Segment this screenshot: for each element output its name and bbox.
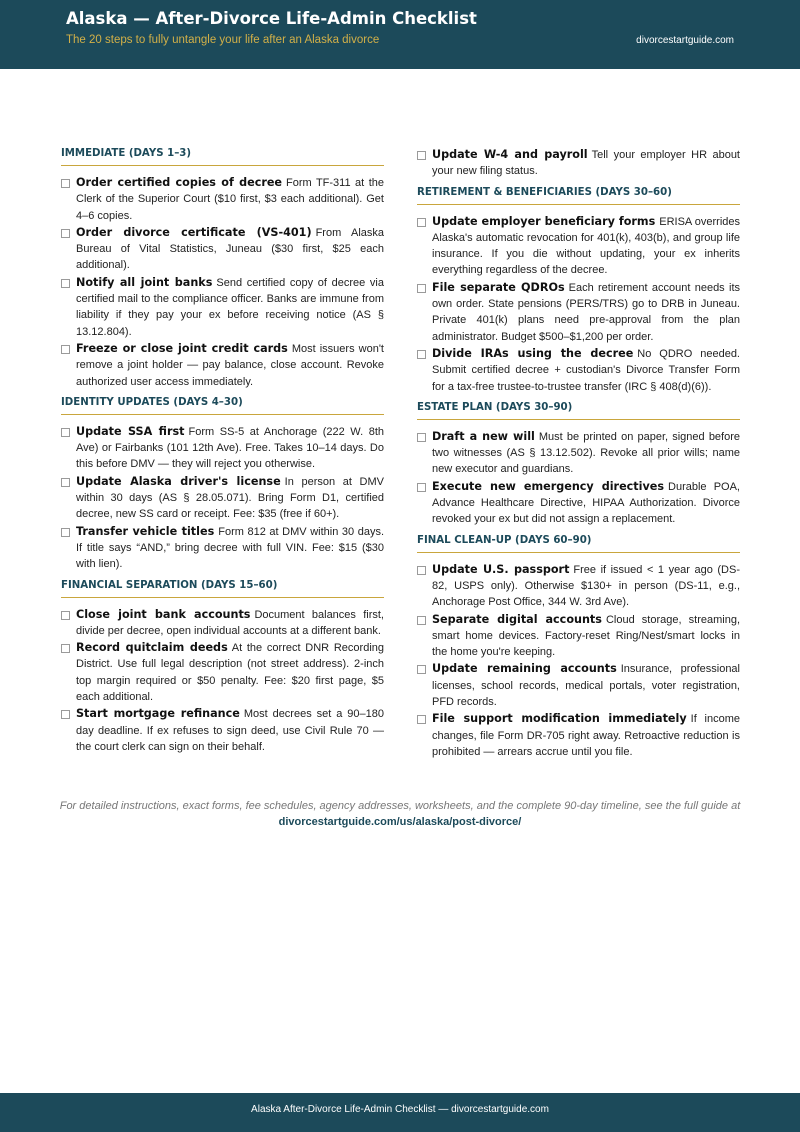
checkbox[interactable] (61, 478, 70, 487)
checklist-item-title: Update SSA first (76, 424, 185, 438)
checklist-item (61, 706, 384, 755)
checklist-item (61, 275, 384, 340)
checkbox[interactable] (417, 483, 426, 492)
footer-bar: Alaska After-Divorce Life-Admin Checklist — divorcestartguide.com (0, 1093, 800, 1132)
checklist-item (417, 479, 740, 528)
checklist-item-body: Cloud storage, streaming, smart home devices. Factory-reset Ring/Nest/smart locks in the home you're keeping. (432, 613, 740, 659)
checkbox[interactable] (61, 229, 70, 238)
checkbox[interactable] (61, 428, 70, 437)
checklist-item-title: Execute new emergency directives (432, 479, 665, 493)
checkbox[interactable] (417, 350, 426, 359)
checklist-item-body: Tell your employer HR about your new filing status. (432, 149, 740, 178)
header-site: divorcestartguide.com (636, 35, 734, 46)
checklist-item (417, 429, 740, 478)
checklist-item-body: In person at DMV within 30 days (AS § 28.05.071). Bring Form D1, certified decree, new SS card or receipt. Fee: $35 (free if 60+). (76, 475, 385, 521)
checkbox[interactable] (417, 151, 426, 160)
checklist-item-title: Update Alaska driver's license (76, 474, 281, 488)
checklist-item (61, 640, 384, 705)
checklist-item-body: At the correct DNR Recording District. Use full legal description (not street address). 2-inch top margin required or $50 penalty. Fee: $20 first page, $5 each additional. (76, 642, 384, 704)
checklist-item-body: Durable POA, Advance Healthcare Directive, HIPAA Authorization. Divorce revoked your ex but did not assign a replacement. (432, 480, 740, 526)
checklist-item-body: Form 812 at DMV within 30 days. If title says “AND,” bring decree with full VIN. Fee: $15 ($30 with lien). (76, 525, 384, 571)
checkbox[interactable] (417, 715, 426, 724)
checklist-item-title: Separate digital accounts (432, 612, 602, 626)
checkbox[interactable] (61, 345, 70, 354)
checklist-item-title: Divide IRAs using the decree (432, 346, 634, 360)
checklist-item-title: Update U.S. passport (432, 562, 570, 576)
page-header (0, 0, 800, 69)
checklist-item (61, 341, 384, 390)
checklist-item-title: Order divorce certificate (VS-401) (76, 225, 312, 239)
checklist-item-title: Update W-4 and payroll (432, 148, 588, 161)
checklist-item-title: Record quitclaim deeds (76, 641, 228, 655)
checkbox[interactable] (417, 284, 426, 293)
checklist-item-body: Must be printed on paper, signed before two witnesses (AS § 13.12.502). Revoke all prior wills; name new executor and guardians. (432, 430, 741, 476)
section-heading: FINAL CLEAN-UP (DAYS 60–90) (417, 534, 740, 553)
checklist-item-title: Notify all joint banks (76, 275, 213, 289)
checklist-item-body: Each retirement account needs its own order. State pensions (PERS/TRS) go to DRB in Juneau. Private 401(k) plans need pre-approval from the plan administrator. Budget $500–$1,200 per order. (432, 281, 741, 343)
checkbox[interactable] (61, 710, 70, 719)
checklist-item-body: Free if issued < 1 year ago (DS-82, USPS only). Otherwise $130+ in person (DS-11, e.g., Anchorage Post Office, 344 W. 3rd Ave). (432, 563, 740, 609)
checklist-item-body: No QDRO needed. Submit certified decree + custodian's Divorce Transfer Form for a tax-free trustee-to-trustee transfer (IRC § 408(d)(6)). (432, 347, 740, 393)
checkbox[interactable] (61, 279, 70, 288)
checklist-item-title: Start mortgage refinance (76, 707, 240, 721)
checklist-item (61, 424, 384, 473)
checklist-item-body: Most issuers won't remove a joint holder — pay balance, close account. Revoke authorized user access immediately. (76, 342, 384, 388)
checklist-item (417, 562, 740, 611)
checkbox[interactable] (417, 433, 426, 442)
checklist-item (417, 147, 740, 180)
checklist-item (417, 711, 740, 760)
checklist-item-body: Insurance, professional licenses, school records, medical portals, voter registration, PFD records. (432, 663, 740, 709)
checklist-item (61, 175, 384, 224)
checklist-item-title: Update remaining accounts (432, 662, 617, 676)
footer-note-text: For detailed instructions, exact forms, fee schedules, agency addresses, worksheets, and the complete 90-day timeline, see the full guide at (59, 800, 741, 812)
checklist-item (61, 607, 384, 640)
checklist-item-title: Close joint bank accounts (76, 607, 251, 621)
checklist-item (417, 214, 740, 279)
checklist-item-title: Order certified copies of decree (76, 176, 283, 189)
checklist-item-body: Form SS-5 at Anchorage (222 W. 8th Ave) or Fairbanks (101 12th Ave). Free. Takes 10–14 days. Do this before DMV — they will reject you otherwise. (76, 425, 384, 471)
checklist-item (417, 612, 740, 661)
checklist-item-body: From Alaska Bureau of Vital Statistics, Juneau ($30 first, $25 each additional). (76, 226, 384, 272)
checkbox[interactable] (61, 644, 70, 653)
checklist-item-title: File separate QDROs (432, 280, 565, 294)
checkbox[interactable] (61, 611, 70, 620)
checklist-item (61, 225, 384, 274)
checklist-item (61, 524, 384, 573)
guide-link[interactable]: divorcestartguide.com/us/alaska/post-divorce/ (278, 816, 522, 828)
checklist-item-body: ERISA overrides Alaska's automatic revocation for 401(k), 403(b), and group life insurance. If you die without updating, your ex inherits everything regardless of the decree. (432, 215, 740, 277)
checkbox[interactable] (417, 665, 426, 674)
checkbox[interactable] (417, 218, 426, 227)
section-heading: ESTATE PLAN (DAYS 30–90) (417, 401, 740, 420)
checklist-item-body: Send certified copy of decree via certified mail to the compliance officer. Banks are immune from liability if they pay your ex before receiving notice (AS § 13.12.804). (76, 276, 384, 338)
checklist-item-title: Freeze or close joint credit cards (76, 341, 288, 355)
page-title: Alaska — After-Divorce Life-Admin Checklist (66, 9, 477, 28)
checkbox[interactable] (417, 616, 426, 625)
right-column (417, 147, 740, 761)
checklist-item-title: Draft a new will (432, 429, 535, 443)
checklist-item (417, 346, 740, 395)
checklist-item-title: File support modification immediately (432, 712, 687, 726)
section-heading: IDENTITY UPDATES (DAYS 4–30) (61, 396, 384, 415)
checklist-item-body: If income changes, file Form DR-705 right away. Retroactive reduction is prohibited — arrears accrue until you file. (432, 713, 740, 758)
checklist-item-title: Transfer vehicle titles (76, 524, 215, 538)
checklist-item-body: Form TF-311 at the Clerk of the Superior Court ($10 first, $3 each additional). Get 4–6 copies. (76, 177, 384, 222)
checklist-item-body: Document balances first, divide per decree, open individual accounts at a different bank. (76, 608, 384, 637)
checklist-item (417, 661, 740, 710)
checklist-item (417, 280, 740, 345)
checkbox[interactable] (417, 566, 426, 575)
checkbox[interactable] (61, 528, 70, 537)
section-heading: IMMEDIATE (DAYS 1–3) (61, 147, 384, 166)
section-heading: RETIREMENT & BENEFICIARIES (DAYS 30–60) (417, 186, 740, 205)
footer-note (40, 798, 760, 830)
checkbox[interactable] (61, 179, 70, 188)
checklist-item-body: Most decrees set a 90–180 day deadline. If ex refuses to sign deed, use Civil Rule 70 — the court clerk can sign on their behalf. (76, 708, 384, 753)
left-column (61, 147, 384, 756)
checklist-item (61, 474, 384, 523)
page-subtitle: The 20 steps to fully untangle your life after an Alaska divorce (66, 34, 380, 46)
section-heading: FINANCIAL SEPARATION (DAYS 15–60) (61, 579, 384, 598)
checklist-item-title: Update employer beneficiary forms (432, 214, 656, 228)
